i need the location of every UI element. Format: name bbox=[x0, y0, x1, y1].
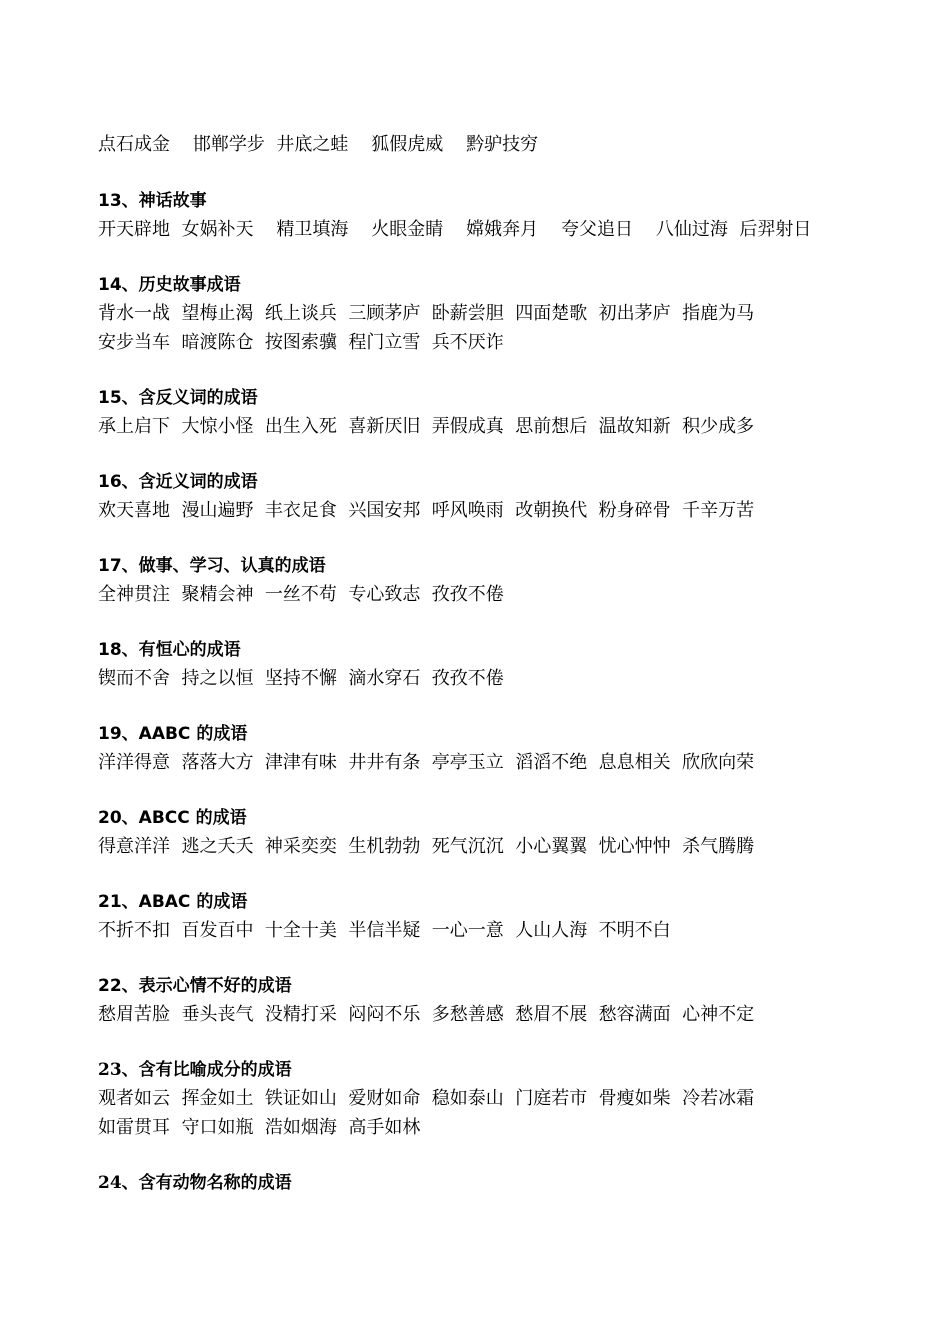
document-page bbox=[98, 130, 878, 1197]
section-heading-24 bbox=[98, 1169, 878, 1197]
section-heading-19: 19、AABC 的成语 bbox=[98, 724, 248, 744]
idiom-line: 安步当车 暗渡陈仓 按图索骥 程门立雪 兵不厌诈 bbox=[98, 332, 504, 353]
section-title: 、含有动物名称的成语 bbox=[121, 1173, 292, 1193]
section-heading-21: 21、ABAC 的成语 bbox=[98, 892, 248, 912]
section-heading-20: 20、ABCC 的成语 bbox=[98, 808, 247, 828]
intro-idiom-line: 点石成金 邯郸学步 井底之蛙 狐假虎威 黔驴技穷 bbox=[98, 134, 539, 155]
section-heading-18: 18、有恒心的成语 bbox=[98, 640, 241, 660]
idiom-line: 观者如云 挥金如土 铁证如山 爱财如命 稳如泰山 门庭若市 骨瘦如柴 冷若冰霜 bbox=[98, 1088, 755, 1109]
idiom-line: 不折不扣 百发百中 十全十美 半信半疑 一心一意 人山人海 不明不白 bbox=[98, 920, 671, 941]
idiom-line: 全神贯注 聚精会神 一丝不苟 专心致志 孜孜不倦 bbox=[98, 584, 504, 605]
idiom-line: 锲而不舍 持之以恒 坚持不懈 滴水穿石 孜孜不倦 bbox=[98, 668, 504, 689]
idiom-line: 背水一战 望梅止渴 纸上谈兵 三顾茅庐 卧薪尝胆 四面楚歌 初出茅庐 指鹿为马 bbox=[98, 303, 755, 324]
section-heading-22: 22、表示心情不好的成语 bbox=[98, 976, 292, 996]
idiom-line: 如雷贯耳 守口如瓶 浩如烟海 高手如林 bbox=[98, 1117, 421, 1138]
section-title: 、含有比喻成分的成语 bbox=[121, 1060, 292, 1080]
section-number: 24 bbox=[98, 1173, 122, 1193]
section-heading-13: 13、神话故事 bbox=[98, 191, 207, 211]
idiom-line: 洋洋得意 落落大方 津津有味 井井有条 亭亭玉立 滔滔不绝 息息相关 欣欣向荣 bbox=[98, 752, 755, 773]
idiom-line: 欢天喜地 漫山遍野 丰衣足食 兴国安邦 呼风唤雨 改朝换代 粉身碎骨 千辛万苦 bbox=[98, 500, 755, 521]
section-heading-23 bbox=[98, 1056, 878, 1084]
section-heading-15: 15、含反义词的成语 bbox=[98, 388, 258, 408]
section-heading-17: 17、做事、学习、认真的成语 bbox=[98, 556, 326, 576]
idiom-line: 承上启下 大惊小怪 出生入死 喜新厌旧 弄假成真 思前想后 温故知新 积少成多 bbox=[98, 416, 755, 437]
idiom-line: 得意洋洋 逃之夭夭 神采奕奕 生机勃勃 死气沉沉 小心翼翼 忧心忡忡 杀气腾腾 bbox=[98, 836, 755, 857]
section-heading-14: 14、历史故事成语 bbox=[98, 275, 241, 295]
section-number: 23 bbox=[98, 1060, 122, 1080]
section-heading-16: 16、含近义词的成语 bbox=[98, 472, 258, 492]
idiom-line: 开天辟地 女娲补天 精卫填海 火眼金睛 嫦娥奔月 夸父追日 八仙过海 后羿射日 bbox=[98, 219, 812, 240]
idiom-line: 愁眉苦脸 垂头丧气 没精打采 闷闷不乐 多愁善感 愁眉不展 愁容满面 心神不定 bbox=[98, 1004, 755, 1025]
